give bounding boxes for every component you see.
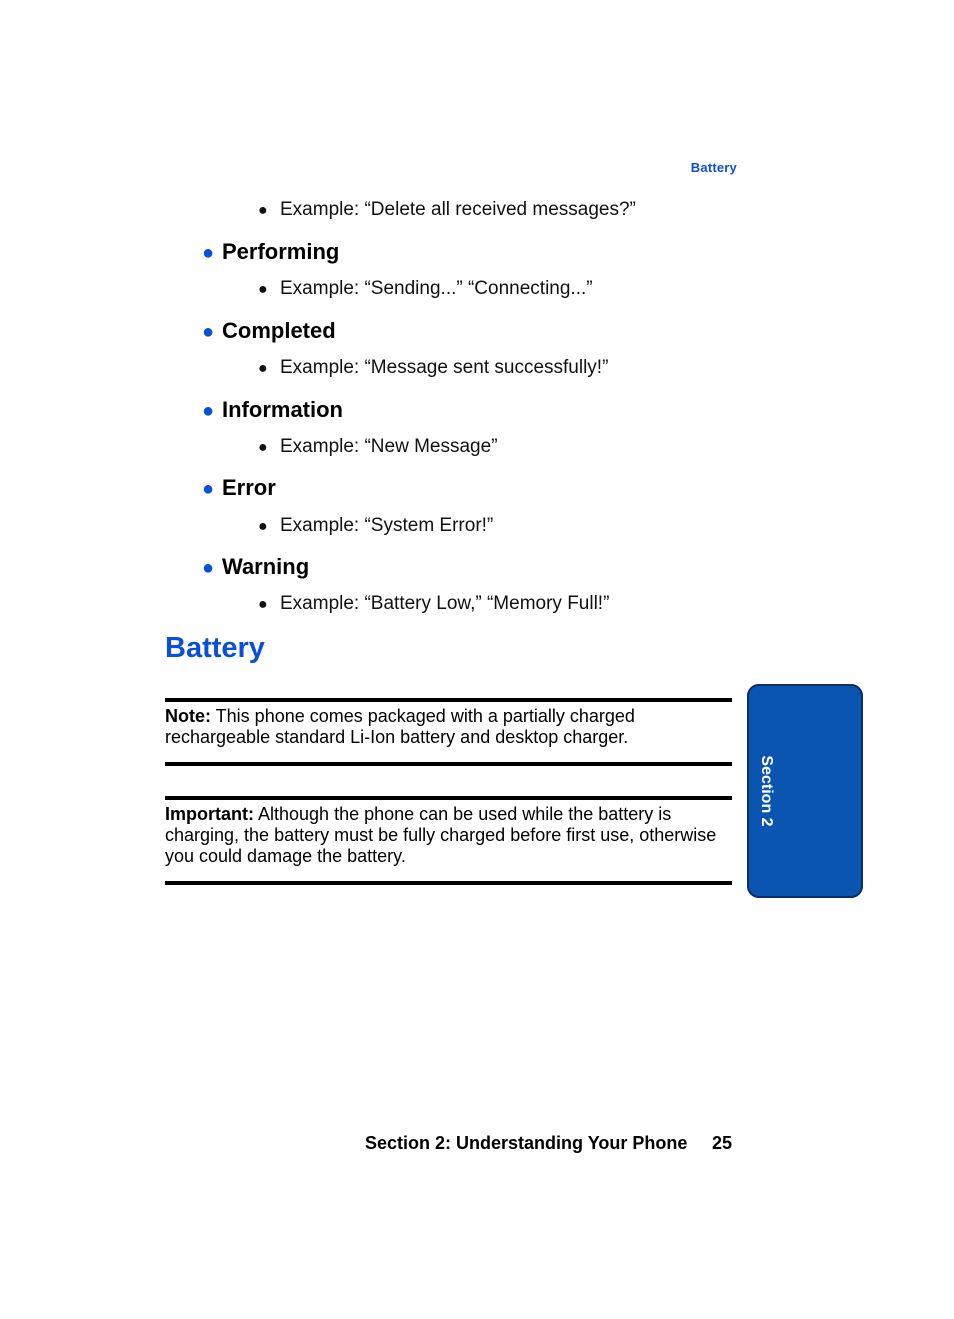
blue-bullet-icon: ●	[202, 400, 215, 422]
example-text: Example: “System Error!”	[280, 515, 494, 536]
blue-bullet-icon: ●	[202, 478, 215, 500]
example-item-performing	[258, 278, 593, 301]
important-bottom-rule	[165, 881, 732, 885]
side-tab-label: Section 2	[758, 755, 775, 827]
list-item-warning	[202, 554, 309, 581]
blue-bullet-icon: ●	[202, 242, 215, 264]
bullet-dot-icon: ●	[258, 281, 268, 298]
blue-bullet-icon: ●	[202, 321, 215, 343]
example-text: Example: “Battery Low,” “Memory Full!”	[280, 593, 610, 614]
list-item-label: Information	[222, 397, 343, 422]
bullet-dot-icon: ●	[258, 518, 268, 535]
example-item-intro	[258, 199, 636, 222]
example-item-information	[258, 436, 498, 459]
list-item-information	[202, 397, 343, 424]
note-bottom-rule	[165, 762, 732, 766]
important-text: Although the phone can be used while the battery is charging, the battery must be fully charged before first use, otherwise you could damage the battery.	[165, 804, 717, 866]
example-item-warning	[258, 593, 609, 616]
important-label: Important:	[165, 804, 254, 824]
page-number: 25	[711, 1133, 732, 1153]
bullet-dot-icon: ●	[258, 596, 268, 613]
bullet-dot-icon: ●	[258, 202, 268, 219]
list-item-performing	[202, 239, 339, 266]
example-text: Example: “New Message”	[280, 436, 498, 457]
list-item-label: Completed	[222, 318, 336, 343]
note-box	[165, 706, 732, 748]
example-text: Example: “Sending...” “Connecting...”	[280, 278, 593, 299]
list-item-error	[202, 475, 276, 502]
section-title: Battery	[165, 632, 265, 664]
example-text: Example: “Message sent successfully!”	[280, 357, 609, 378]
bullet-dot-icon: ●	[258, 360, 268, 377]
important-box	[165, 804, 732, 867]
list-item-label: Warning	[222, 554, 310, 579]
example-item-completed	[258, 357, 608, 380]
important-top-rule	[165, 796, 732, 800]
blue-bullet-icon: ●	[202, 557, 215, 579]
running-header: Battery	[690, 160, 737, 175]
list-item-label: Error	[222, 475, 276, 500]
note-label: Note:	[165, 706, 211, 726]
example-text: Example: “Delete all received messages?”	[280, 199, 636, 220]
example-item-error	[258, 515, 493, 538]
footer-section-label: Section 2: Understanding Your Phone	[365, 1133, 688, 1153]
note-top-rule	[165, 698, 732, 702]
note-text: This phone comes packaged with a partially charged rechargeable standard Li-Ion battery and desktop charger.	[165, 706, 635, 747]
list-item-label: Performing	[222, 239, 340, 264]
bullet-dot-icon: ●	[258, 439, 268, 456]
list-item-completed	[202, 318, 336, 345]
